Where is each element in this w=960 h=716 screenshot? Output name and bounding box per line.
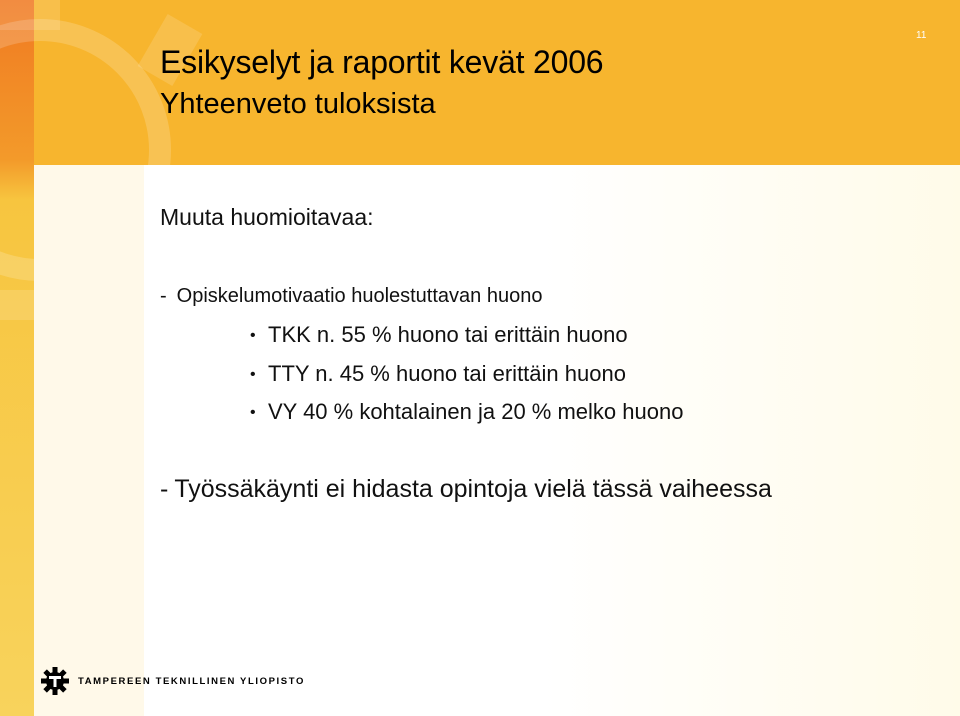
gear-logo-icon (40, 666, 70, 696)
bullet-item (250, 322, 628, 348)
bullet-icon: • (250, 366, 256, 383)
bullet-icon: • (250, 404, 256, 421)
left-accent-bar (0, 0, 34, 716)
bullet-text: TKK n. 55 % huono tai erittäin huono (268, 322, 628, 347)
point-motivation (160, 285, 542, 308)
university-logo (40, 666, 305, 696)
bullet-text: TTY n. 45 % huono tai erittäin huono (268, 361, 626, 386)
logo-text: TAMPEREEN TEKNILLINEN YLIOPISTO (78, 675, 305, 687)
section-heading: Muuta huomioitavaa: (160, 204, 374, 230)
slide-subtitle: Yhteenveto tuloksista (160, 88, 436, 120)
point-work (160, 475, 772, 504)
content-area (34, 165, 960, 716)
bullet-text: VY 40 % kohtalainen ja 20 % melko huono (268, 399, 684, 424)
bullet-icon: • (250, 327, 256, 344)
slide-title: Esikyselyt ja raportit kevät 2006 (160, 44, 604, 80)
dash-marker: - (160, 285, 167, 307)
point-work-text: Työssäkäynti ei hidasta opintoja vielä tässä vaiheessa (174, 475, 772, 503)
page-number: 11 (916, 30, 927, 41)
bullet-item (250, 361, 626, 387)
header-band (34, 0, 960, 165)
point-motivation-text: Opiskelumotivaatio huolestuttavan huono (176, 285, 543, 307)
dash-marker: - (160, 475, 169, 503)
bullet-item (250, 399, 683, 425)
